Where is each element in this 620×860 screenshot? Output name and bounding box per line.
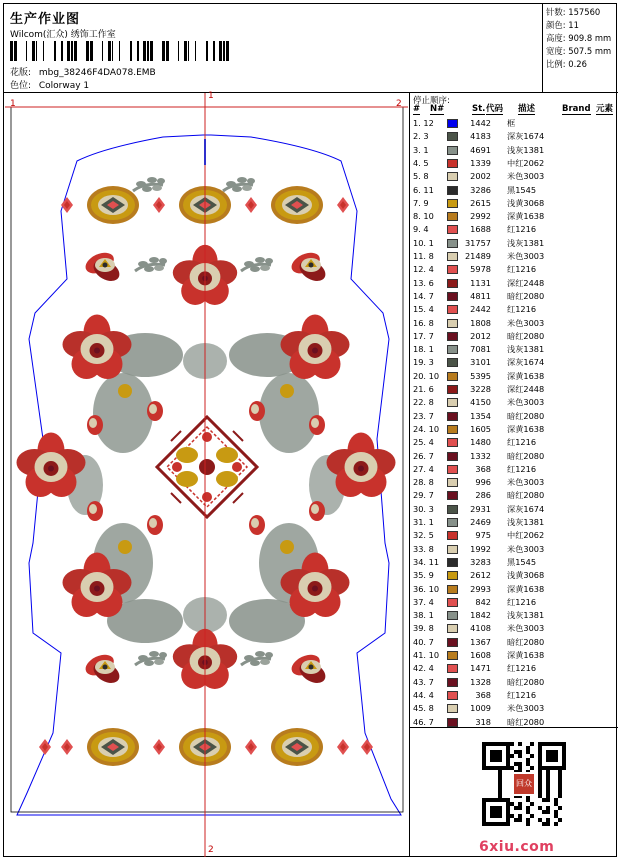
qr-section <box>409 727 618 857</box>
color-row-stitches: 2012 <box>470 330 491 341</box>
color-row-index: 35. 9 <box>413 570 434 581</box>
color-swatch <box>447 305 458 314</box>
stats-box <box>542 6 618 74</box>
embroidery-preview <box>5 93 408 857</box>
color-row-index: 3. 1 <box>413 144 429 155</box>
color-row-index: 11. 8 <box>413 251 434 261</box>
color-row-description: 深灰1674 <box>507 503 545 514</box>
color-row-description: 红1216 <box>507 437 537 448</box>
color-row-description: 深黄1638 <box>507 211 545 222</box>
color-row <box>410 250 619 263</box>
color-swatch <box>447 571 458 580</box>
color-row-index: 41. 10 <box>413 650 440 660</box>
color-row-stitches: 996 <box>475 477 491 488</box>
color-row-stitches: 5395 <box>470 370 491 381</box>
color-row-description: 黑1545 <box>507 556 537 567</box>
design-file-label: 花版: <box>10 68 32 78</box>
qr-seal: 回众 <box>512 772 536 796</box>
color-swatch <box>447 718 458 727</box>
marker-left: 1 <box>10 99 16 109</box>
col-code: 代码 <box>486 104 504 114</box>
color-row <box>410 516 619 529</box>
stat-height: 高度: 909.8 mm <box>546 33 612 43</box>
color-row-index: 17. 7 <box>413 330 434 341</box>
col-element: 元素 <box>596 104 614 114</box>
barcode <box>10 41 238 61</box>
color-swatch <box>447 518 458 527</box>
color-swatch <box>447 651 458 660</box>
color-row-description: 深黄1638 <box>507 423 545 434</box>
color-row-stitches: 318 <box>475 716 491 727</box>
color-swatch <box>447 531 458 540</box>
color-row-description: 米色3003 <box>507 623 545 634</box>
color-swatch <box>447 611 458 620</box>
color-row-stitches: 1608 <box>470 650 491 660</box>
color-row-index: 8. 10 <box>413 211 434 222</box>
table-header <box>410 104 619 116</box>
color-row <box>410 410 619 423</box>
color-row-index: 1. 12 <box>413 118 434 128</box>
color-row-description: 浅灰1381 <box>507 344 545 355</box>
color-row-index: 45. 8 <box>413 703 434 714</box>
color-row-stitches: 1605 <box>470 423 491 434</box>
color-swatch <box>447 425 458 434</box>
color-row <box>410 290 619 303</box>
color-swatch <box>447 279 458 288</box>
color-row-index: 4. 5 <box>413 157 429 168</box>
color-swatch <box>447 265 458 274</box>
color-row-index: 18. 1 <box>413 344 434 355</box>
color-row-index: 27. 4 <box>413 463 434 474</box>
embroidery-drawing <box>5 93 408 857</box>
color-swatch <box>447 598 458 607</box>
color-row-stitches: 1328 <box>470 676 491 687</box>
color-row <box>410 636 619 649</box>
color-swatch <box>447 119 458 128</box>
color-swatch <box>447 225 458 234</box>
color-swatch <box>447 678 458 687</box>
color-row-description: 红1216 <box>507 663 537 674</box>
color-row-description: 暗红2080 <box>507 330 545 341</box>
color-swatch <box>447 545 458 554</box>
color-row-stitches: 7081 <box>470 344 491 355</box>
col-brand: Brand <box>562 104 591 114</box>
color-row-stitches: 2002 <box>470 171 491 182</box>
color-row-index: 20. 10 <box>413 370 440 381</box>
color-row-index: 30. 3 <box>413 503 434 514</box>
color-row-description: 黑1545 <box>507 184 537 195</box>
color-swatch <box>447 146 458 155</box>
color-row-description: 红1216 <box>507 463 537 474</box>
color-swatch <box>447 624 458 633</box>
color-swatch <box>447 385 458 394</box>
color-swatch <box>447 412 458 421</box>
stat-colors: 颜色: 11 <box>546 20 579 30</box>
color-swatch <box>447 478 458 487</box>
color-row-stitches: 1688 <box>470 224 491 235</box>
color-row <box>410 436 619 449</box>
color-row <box>410 529 619 542</box>
color-row-index: 44. 4 <box>413 689 434 700</box>
stat-stitches: 针数: 157560 <box>546 7 601 17</box>
color-row-index: 33. 8 <box>413 543 434 554</box>
color-swatch <box>447 239 458 248</box>
color-row <box>410 649 619 662</box>
color-row-stitches: 1842 <box>470 610 491 621</box>
color-row <box>410 569 619 582</box>
color-swatch <box>447 252 458 261</box>
color-stop-table <box>409 93 618 727</box>
marker-top: 1 <box>208 91 214 101</box>
center-medallion <box>157 417 257 517</box>
color-row-index: 37. 4 <box>413 596 434 607</box>
color-row <box>410 489 619 502</box>
color-row-description: 暗红2080 <box>507 450 545 461</box>
color-row-stitches: 21489 <box>464 251 491 261</box>
color-row <box>410 184 619 197</box>
color-row-description: 深红2448 <box>507 277 545 288</box>
color-row-description: 浅灰1381 <box>507 610 545 621</box>
color-row-index: 21. 6 <box>413 384 434 394</box>
color-row-index: 24. 10 <box>413 423 440 434</box>
color-row-index: 7. 9 <box>413 197 429 208</box>
color-row <box>410 197 619 210</box>
color-row <box>410 423 619 436</box>
color-row-index: 43. 7 <box>413 676 434 687</box>
color-row-description: 中红2062 <box>507 530 545 541</box>
color-row-stitches: 3228 <box>470 384 491 394</box>
col-desc: 描述 <box>518 104 536 114</box>
color-swatch <box>447 345 458 354</box>
color-row-stitches: 2992 <box>470 211 491 222</box>
color-row-description: 浅灰1381 <box>507 144 545 155</box>
color-row-description: 米色3003 <box>507 251 545 261</box>
color-swatch <box>447 319 458 328</box>
color-row <box>410 556 619 569</box>
color-row-description: 浅灰1381 <box>507 517 545 527</box>
color-row <box>410 543 619 556</box>
color-row-index: 12. 4 <box>413 264 434 275</box>
color-row-stitches: 3283 <box>470 556 491 567</box>
color-swatch <box>447 704 458 713</box>
color-row-description: 暗红2080 <box>507 290 545 301</box>
upper-flower-row <box>82 245 329 305</box>
color-row-stitches: 842 <box>475 596 491 607</box>
color-row-index: 19. 3 <box>413 357 434 368</box>
color-row-stitches: 5978 <box>470 264 491 275</box>
color-row-index: 5. 8 <box>413 171 429 182</box>
color-row-index: 29. 7 <box>413 490 434 501</box>
color-row-description: 深黄1638 <box>507 370 545 381</box>
color-row <box>410 343 619 356</box>
color-row-stitches: 1442 <box>470 118 491 128</box>
color-swatch <box>447 292 458 301</box>
color-row-index: 28. 8 <box>413 477 434 488</box>
color-row <box>410 130 619 143</box>
color-row <box>410 689 619 702</box>
color-row-stitches: 4183 <box>470 131 491 142</box>
color-row-stitches: 4108 <box>470 623 491 634</box>
color-row-description: 米色3003 <box>507 703 545 714</box>
color-row <box>410 210 619 223</box>
color-row <box>410 396 619 409</box>
color-swatch <box>447 332 458 341</box>
color-row-stitches: 1332 <box>470 450 491 461</box>
color-row-index: 2. 3 <box>413 131 429 142</box>
color-row-stitches: 31757 <box>464 237 491 248</box>
color-row-index: 36. 10 <box>413 583 440 594</box>
color-swatch <box>447 452 458 461</box>
color-row-index: 26. 7 <box>413 450 434 461</box>
color-row-description: 红1216 <box>507 304 537 315</box>
color-row-index: 9. 4 <box>413 224 429 235</box>
color-row-description: 深黄1638 <box>507 650 545 660</box>
color-row-stitches: 1480 <box>470 437 491 448</box>
color-row-description: 深灰1674 <box>507 131 545 142</box>
color-swatch <box>447 585 458 594</box>
colorway-value: Colorway 1 <box>38 81 90 91</box>
color-row-stitches: 1471 <box>470 663 491 674</box>
color-swatch <box>447 505 458 514</box>
color-row <box>410 662 619 675</box>
color-row <box>410 609 619 622</box>
color-row <box>410 463 619 476</box>
color-row-stitches: 2993 <box>470 583 491 594</box>
color-row <box>410 263 619 276</box>
color-row-description: 浅灰1381 <box>507 237 545 248</box>
color-swatch <box>447 465 458 474</box>
color-row <box>410 476 619 489</box>
design-file-line <box>10 65 156 78</box>
color-swatch <box>447 132 458 141</box>
color-row <box>410 330 619 343</box>
color-row <box>410 702 619 715</box>
color-row-index: 31. 1 <box>413 517 434 527</box>
color-swatch <box>447 159 458 168</box>
color-row-description: 米色3003 <box>507 477 545 488</box>
color-row <box>410 117 619 130</box>
color-row-index: 6. 11 <box>413 184 434 195</box>
color-row-description: 红1216 <box>507 224 537 235</box>
color-swatch <box>447 212 458 221</box>
color-row-index: 39. 8 <box>413 623 434 634</box>
color-row <box>410 596 619 609</box>
color-row <box>410 622 619 635</box>
color-row-description: 米色3003 <box>507 317 545 328</box>
color-row-description: 深红2448 <box>507 384 545 394</box>
color-row-description: 暗红2080 <box>507 716 545 727</box>
color-swatch <box>447 491 458 500</box>
marker-bottom: 2 <box>208 845 214 855</box>
color-row <box>410 583 619 596</box>
color-row-index: 15. 4 <box>413 304 434 315</box>
color-row <box>410 157 619 170</box>
color-row-stitches: 1808 <box>470 317 491 328</box>
color-row <box>410 676 619 689</box>
colorway-line <box>10 78 89 91</box>
color-row-stitches: 975 <box>475 530 491 541</box>
color-row <box>410 303 619 316</box>
color-row-description: 暗红2080 <box>507 410 545 421</box>
color-swatch <box>447 558 458 567</box>
color-row-stitches: 1992 <box>470 543 491 554</box>
color-row-stitches: 368 <box>475 463 491 474</box>
color-row <box>410 317 619 330</box>
color-row-index: 25. 4 <box>413 437 434 448</box>
design-file-value: mbg_38246F4DA078.EMB <box>38 68 156 78</box>
color-swatch <box>447 691 458 700</box>
color-swatch <box>447 398 458 407</box>
color-swatch <box>447 372 458 381</box>
color-swatch <box>447 438 458 447</box>
color-row-description: 米色3003 <box>507 397 545 408</box>
color-row-description: 浅黄3068 <box>507 570 545 581</box>
color-row-stitches: 3286 <box>470 184 491 195</box>
color-row-stitches: 368 <box>475 689 491 700</box>
color-row-index: 42. 4 <box>413 663 434 674</box>
color-row-stitches: 4811 <box>470 290 491 301</box>
color-row-index: 32. 5 <box>413 530 434 541</box>
stop-sequence-label: 停止顺序: <box>413 96 450 106</box>
stat-scale: 比例: 0.26 <box>546 59 587 69</box>
color-row-stitches: 2615 <box>470 197 491 208</box>
color-row <box>410 277 619 290</box>
color-row-stitches: 1131 <box>470 277 491 288</box>
color-row-stitches: 2469 <box>470 517 491 527</box>
color-row-index: 46. 7 <box>413 716 434 727</box>
color-swatch <box>447 664 458 673</box>
color-swatch <box>447 638 458 647</box>
color-row-index: 10. 1 <box>413 237 434 248</box>
color-row <box>410 223 619 236</box>
color-row-index: 40. 7 <box>413 636 434 647</box>
color-swatch <box>447 358 458 367</box>
color-row-description: 红1216 <box>507 596 537 607</box>
color-row-index: 22. 8 <box>413 397 434 408</box>
color-row <box>410 450 619 463</box>
col-needle: N# <box>430 104 445 114</box>
color-row-stitches: 2931 <box>470 503 491 514</box>
color-row-stitches: 4150 <box>470 397 491 408</box>
color-row-description: 框 <box>507 118 516 128</box>
color-row-stitches: 2442 <box>470 304 491 315</box>
color-row-description: 深黄1638 <box>507 583 545 594</box>
page-title: 生产作业图 <box>10 12 81 27</box>
color-row <box>410 356 619 369</box>
color-row-description: 深灰1674 <box>507 357 545 368</box>
color-swatch <box>447 172 458 181</box>
marker-right: 2 <box>396 99 402 109</box>
production-sheet <box>3 3 617 857</box>
colorway-label: 色位: <box>10 81 32 91</box>
color-row <box>410 370 619 383</box>
color-row-stitches: 3101 <box>470 357 491 368</box>
color-row <box>410 383 619 396</box>
color-row <box>410 503 619 516</box>
color-row <box>410 144 619 157</box>
color-row-description: 米色3003 <box>507 171 545 182</box>
stat-width: 宽度: 507.5 mm <box>546 46 612 56</box>
color-row-index: 38. 1 <box>413 610 434 621</box>
color-row <box>410 170 619 183</box>
color-row-description: 暗红2080 <box>507 490 545 501</box>
color-swatch <box>447 186 458 195</box>
color-row-index: 34. 11 <box>413 556 440 567</box>
color-row-stitches: 1367 <box>470 636 491 647</box>
color-row-description: 红1216 <box>507 264 537 275</box>
watermark: 6xiu.com <box>479 839 555 855</box>
color-row-description: 暗红2080 <box>507 676 545 687</box>
color-row-description: 中红2062 <box>507 157 545 168</box>
col-num: # <box>413 104 421 114</box>
color-row-stitches: 1339 <box>470 157 491 168</box>
color-row-stitches: 286 <box>475 490 491 501</box>
color-row-description: 浅黄3068 <box>507 197 545 208</box>
color-row-description: 暗红2080 <box>507 636 545 647</box>
col-stitches: St. <box>472 104 486 114</box>
lower-flower-row <box>82 629 329 689</box>
color-swatch <box>447 199 458 208</box>
company-name: Wilcom(汇众) 绣饰工作室 <box>10 30 116 40</box>
color-row-index: 23. 7 <box>413 410 434 421</box>
color-row-stitches: 1009 <box>470 703 491 714</box>
color-row-description: 红1216 <box>507 689 537 700</box>
color-row-index: 13. 6 <box>413 277 434 288</box>
bottom-border-row <box>39 728 373 766</box>
color-row-stitches: 2612 <box>470 570 491 581</box>
color-row-stitches: 4691 <box>470 144 491 155</box>
color-row-index: 14. 7 <box>413 290 434 301</box>
color-row-description: 米色3003 <box>507 543 545 554</box>
color-row <box>410 237 619 250</box>
color-row-index: 16. 8 <box>413 317 434 328</box>
color-row-stitches: 1354 <box>470 410 491 421</box>
